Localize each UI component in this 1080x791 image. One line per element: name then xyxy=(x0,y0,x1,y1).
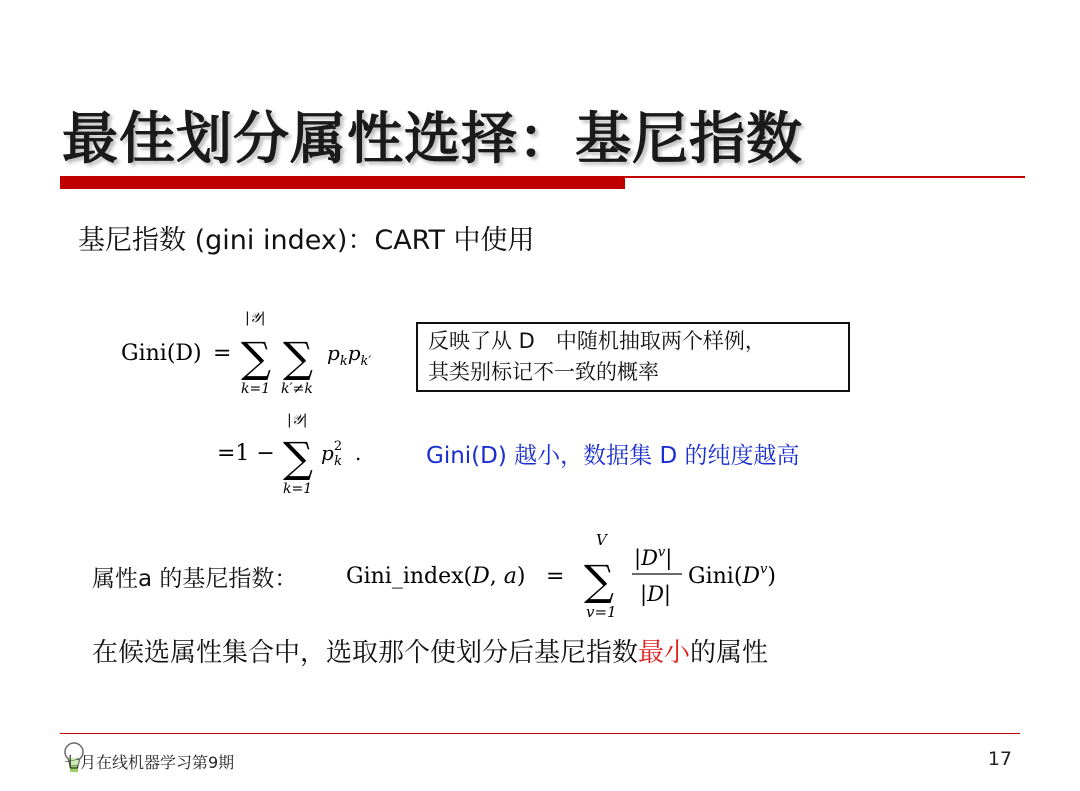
purity-note: Gini(D) 越小，数据集 D 的纯度越高 xyxy=(426,443,800,469)
slide-title: 最佳划分属性选择：基尼指数 xyxy=(62,106,803,172)
gini-index-lhs: Gini_index(D, a) xyxy=(346,564,526,589)
equals-sign: = xyxy=(213,341,232,366)
footer-divider xyxy=(60,733,1020,734)
gini-formula xyxy=(115,300,375,505)
explanation-box xyxy=(416,322,850,392)
prob-term: $p_kp_{k'}$ xyxy=(327,341,372,369)
explanation-line-2: 其类别标记不一致的概率 xyxy=(428,360,659,384)
sum-lower-limit: k=1 xyxy=(241,381,271,397)
sum-upper-limit: |𝒴| xyxy=(245,310,266,326)
prob-squared-term: $p^2$ k xyxy=(321,439,343,469)
title-underline-thin xyxy=(625,176,1025,178)
gini-lhs: Gini(D) xyxy=(121,341,202,366)
sum-symbol: ∑ xyxy=(283,433,313,482)
footer-course-name: 七月在线机器学习第9期 xyxy=(64,753,235,772)
conclusion-suffix: 的属性 xyxy=(690,638,769,668)
sum-symbol: ∑ xyxy=(241,333,271,382)
page-number: 17 xyxy=(987,748,1012,770)
equals-sign: = xyxy=(546,564,565,589)
gini-tail: $Gini(D^v)$ xyxy=(688,562,776,589)
gini-index-formula xyxy=(340,525,820,625)
fraction-denominator: |D| xyxy=(640,582,671,606)
one-minus: =1 − xyxy=(217,441,275,466)
fraction-numerator: $|D^v|$ xyxy=(634,545,673,570)
sum-upper-limit: V xyxy=(596,531,607,549)
conclusion-highlight: 最小 xyxy=(638,638,691,668)
sum-lower-limit: v=1 xyxy=(586,603,617,621)
conclusion-text xyxy=(92,632,768,669)
attribute-gini-label: 属性a 的基尼指数： xyxy=(92,566,298,592)
title-underline-thick xyxy=(60,176,625,189)
subtitle: 基尼指数 (gini index)：CART 中使用 xyxy=(78,225,535,256)
sum-upper-limit: |𝒴| xyxy=(287,412,308,428)
sum-lower-limit-kprime: k′≠k xyxy=(281,381,313,397)
conclusion-prefix: 在候选属性集合中，选取那个使划分后基尼指数 xyxy=(92,638,639,668)
period: . xyxy=(355,441,362,465)
explanation-line-1: 反映了从 D 中随机抽取两个样例， xyxy=(428,329,766,353)
sum-symbol: ∑ xyxy=(584,556,614,605)
sum-symbol: ∑ xyxy=(283,333,313,382)
sum-lower-limit: k=1 xyxy=(283,481,313,497)
